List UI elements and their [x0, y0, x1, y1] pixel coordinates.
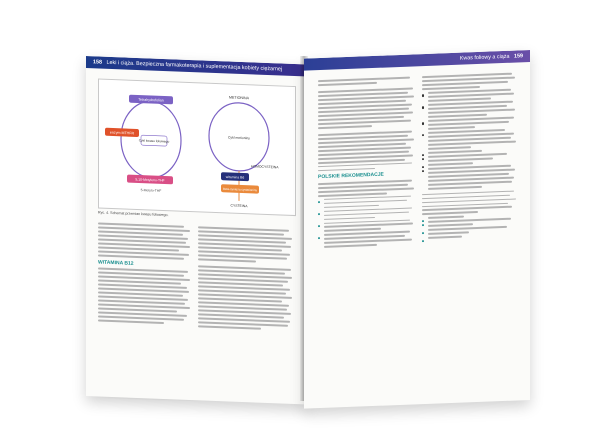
left-page-column-2	[198, 224, 294, 332]
right-page-number: 159	[514, 53, 523, 60]
vitamin-b6-label: witamina B6	[225, 174, 245, 180]
figure-caption: Ryc. 4. Schemat przemian kwasu foliowego.	[98, 210, 169, 218]
polish-recommendations-heading: POLSKIE REKOMENDACJE	[318, 172, 384, 181]
list-item	[318, 231, 416, 249]
list-item	[422, 128, 518, 150]
methylene-thf-label: 5,10-Metyleno-THF	[135, 177, 165, 183]
left-header-title: Leki i ciąża. Bezpieczna farmakoterapia i suplementacja kobiety ciężarnej	[106, 59, 283, 73]
left-page-column-1	[98, 220, 192, 326]
left-page-number: 158	[93, 59, 102, 66]
folate-cycle-diagram	[98, 79, 295, 218]
methionine-label: METIONINA	[229, 95, 249, 101]
beta-synthase-label: Beta-synteza cystationiny	[222, 186, 258, 193]
right-page-header	[304, 50, 530, 71]
mthfr-label: enzym MTHFR	[109, 130, 135, 136]
methionine-cycle-label: Cykl metioniny	[227, 135, 251, 141]
right-page-column-1	[318, 74, 416, 250]
homocysteine-label: HOMOCYSTEINA	[251, 164, 279, 170]
right-page-column-2	[422, 70, 518, 241]
left-page	[86, 56, 308, 405]
folate-cycle-figure	[98, 78, 296, 216]
recommendations-list	[318, 195, 416, 248]
methyl-thf-label: 5-Metylo-THF	[140, 188, 162, 193]
cysteine-label: CYSTEINA	[230, 203, 248, 209]
right-header-title: Kwas foliowy a ciąża	[459, 53, 510, 62]
vitamin-b12-heading: WITAMINA B12	[98, 259, 134, 267]
list-item	[422, 164, 518, 190]
folate-cycle-label: Cykl kwasu foliowego	[138, 138, 170, 144]
left-page-header	[86, 56, 308, 77]
thf-label: Tetrahydrofolian	[138, 97, 164, 103]
list-item	[422, 100, 518, 118]
supplement-list	[422, 214, 518, 240]
right-page	[304, 50, 530, 409]
risk-factors-list	[422, 88, 518, 189]
